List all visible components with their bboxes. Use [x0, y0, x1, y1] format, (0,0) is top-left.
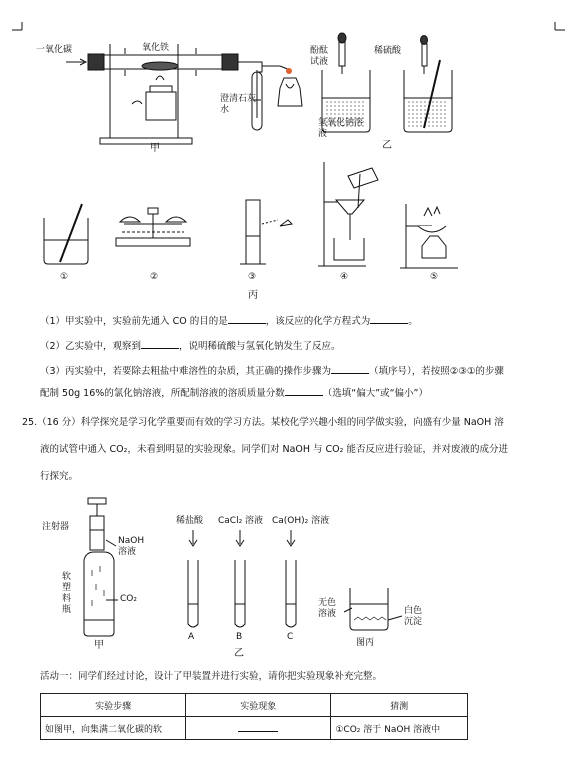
table-row — [41, 717, 468, 740]
table-header-row — [41, 694, 468, 717]
naoh-solution-label: 氢氧化钠溶液 — [318, 118, 364, 139]
bing-item-5: ⑤ — [430, 272, 439, 282]
cell-step: 如图甲，向集满二氧化碳的软 — [41, 717, 186, 740]
caption-jia: 甲 — [150, 143, 160, 154]
cell-guess: ①CO₂ 溶于 NaOH 溶液中 — [331, 717, 468, 740]
phenolphthalein-label: 酚酞试液 — [310, 46, 329, 67]
reagent-hcl: 稀盐酸 — [176, 516, 204, 526]
apparatus-bing — [44, 162, 458, 268]
tube-b: B — [236, 632, 243, 642]
q24-part3-line1: （3）丙实验中，若要除去粗盐中难溶性的杂质，其正确的操作步骤为 （填序号），若按照②③①的步骤 — [40, 366, 504, 377]
apparatus-25-yi — [188, 530, 296, 627]
bing-item-2: ② — [150, 272, 159, 282]
tube-c: C — [287, 632, 294, 642]
answer-blank-5[interactable] — [285, 386, 323, 396]
q25-line3: 行探究。 — [40, 471, 79, 482]
apparatus-25-bing — [344, 588, 402, 630]
soft-bottle-label: 软塑料瓶 — [62, 572, 72, 615]
co-label: 一氧化碳 — [36, 45, 73, 55]
caption-25-jia: 甲 — [94, 640, 104, 651]
q25-line1: 25.（16 分）科学探究是学习化学重要而有效的学习方法。某校化学兴趣小组的同学做实验，向盛有少量 NaOH 溶 — [22, 417, 504, 428]
bing-item-3: ③ — [248, 272, 257, 282]
q24-part3-line2: 配制 50g 16%的氯化钠溶液，所配制溶液的溶质质量分数 （选填“偏大”或“偏小”） — [40, 388, 428, 399]
caption-yi: 乙 — [382, 140, 392, 151]
co2-label: CO₂ — [120, 594, 137, 604]
apparatus-25-jia — [84, 498, 118, 636]
reagent-cacl2: CaCl₂ 溶液 — [218, 516, 264, 526]
answer-blank-3[interactable] — [141, 339, 179, 349]
answer-blank-6[interactable] — [238, 722, 278, 732]
header-guess: 猜测 — [331, 694, 468, 717]
activity-1: 活动一：同学们经过讨论，设计了甲装置并进行实验，请你把实验现象补充完整。 — [40, 671, 383, 682]
colorless-solution-label: 无色溶液 — [318, 598, 337, 619]
header-phenomenon: 实验现象 — [186, 694, 331, 717]
q25-line2: 液的试管中通入 CO₂，未看到明显的实验现象。同学们对 NaOH 与 CO₂ 能否反应进行验证，并对废液的成分进 — [40, 444, 508, 455]
caption-25-yi: 乙 — [234, 648, 244, 659]
answer-blank-4[interactable] — [331, 364, 369, 374]
limewater-label: 澄清石灰水 — [220, 94, 257, 115]
h2so4-label: 稀硫酸 — [374, 46, 402, 56]
naoh-label: NaOH溶液 — [118, 536, 145, 557]
fe2o3-label: 氧化铁 — [142, 43, 170, 53]
q24-part2: （2）乙实验中，观察到 ，说明稀硫酸与氢氧化钠发生了反应。 — [40, 341, 341, 352]
caption-bing: 丙 — [248, 290, 258, 301]
white-precipitate-label: 白色沉淀 — [404, 606, 423, 627]
bing-item-4: ④ — [340, 272, 349, 282]
q24-part1: （1）甲实验中，实验前先通入 CO 的目的是 ，该反应的化学方程式为 。 — [40, 316, 418, 327]
corner-mark-left — [12, 22, 22, 30]
caption-25-bing: 图丙 — [356, 638, 375, 648]
bing-item-1: ① — [60, 272, 69, 282]
corner-mark-right — [555, 22, 565, 30]
apparatus-jia — [66, 44, 302, 144]
experiment-table — [40, 693, 468, 740]
tube-a: A — [188, 632, 195, 642]
syringe-label: 注射器 — [42, 522, 70, 532]
answer-blank-1[interactable] — [228, 314, 266, 324]
header-steps: 实验步骤 — [41, 694, 186, 717]
cell-phenomenon[interactable] — [186, 717, 331, 740]
reagent-caoh2: Ca(OH)₂ 溶液 — [272, 516, 330, 526]
answer-blank-2[interactable] — [370, 314, 408, 324]
